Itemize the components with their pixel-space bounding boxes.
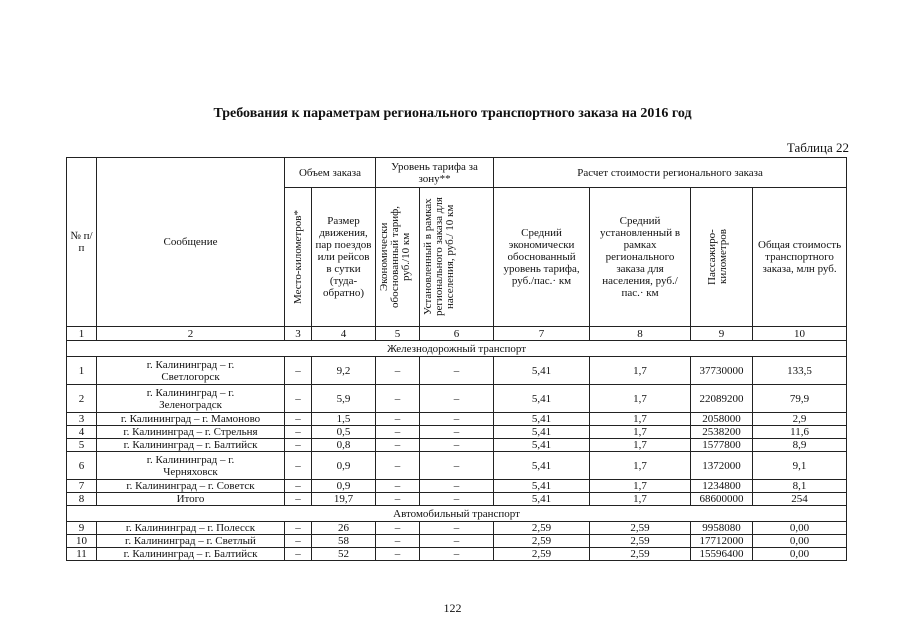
header-num: № п/п <box>67 158 97 327</box>
cell-c4: 19,7 <box>312 493 376 506</box>
cell-c9: 15596400 <box>691 548 753 561</box>
table-row <box>67 426 847 439</box>
cell-c4: 9,2 <box>312 357 376 385</box>
cell-n: 8 <box>67 493 97 506</box>
cell-route: г. Калининград – г. Полесск <box>97 522 285 535</box>
table-body <box>67 327 847 561</box>
cell-c6: – <box>420 480 494 493</box>
cell-c9: 1234800 <box>691 480 753 493</box>
cell-c4: 5,9 <box>312 385 376 413</box>
cell-c8: 2,59 <box>590 535 691 548</box>
cell-c7: 5,41 <box>494 426 590 439</box>
cell-n: 4 <box>67 426 97 439</box>
cell-c3: – <box>285 480 312 493</box>
header-col5: Экономически обоснованный тариф, руб./10 км <box>376 188 420 327</box>
cell-c7: 2,59 <box>494 522 590 535</box>
cell-n: 10 <box>67 535 97 548</box>
cell-c3: – <box>285 357 312 385</box>
cell-c4: 0,9 <box>312 452 376 480</box>
cell-c7: 5,41 <box>494 413 590 426</box>
cell-c7: 5,41 <box>494 439 590 452</box>
cell-c6: – <box>420 413 494 426</box>
cell-c3: – <box>285 535 312 548</box>
cell-c9: 68600000 <box>691 493 753 506</box>
table-row <box>67 385 847 413</box>
cell-c6: – <box>420 439 494 452</box>
cell-c6: – <box>420 493 494 506</box>
cell-c7: 5,41 <box>494 480 590 493</box>
cell-n: 3 <box>67 413 97 426</box>
cell-route: г. Калининград – г. Светлый <box>97 535 285 548</box>
cell-c3: – <box>285 426 312 439</box>
cell-c9: 22089200 <box>691 385 753 413</box>
cell-c8: 2,59 <box>590 548 691 561</box>
cell-n: 5 <box>67 439 97 452</box>
cell-c8: 2,59 <box>590 522 691 535</box>
column-number: 5 <box>376 327 420 341</box>
column-number: 9 <box>691 327 753 341</box>
cell-c10: 2,9 <box>753 413 847 426</box>
cell-c3: – <box>285 548 312 561</box>
cell-route: г. Калининград – г. Мамоново <box>97 413 285 426</box>
cell-c7: 5,41 <box>494 385 590 413</box>
header-col7: Средний экономически обоснованный уровень тарифа, руб./пас.· км <box>494 188 590 327</box>
cell-c5: – <box>376 426 420 439</box>
cell-n: 6 <box>67 452 97 480</box>
header-cost-group: Расчет стоимости регионального заказа <box>494 158 847 188</box>
column-number: 6 <box>420 327 494 341</box>
table-label: Таблица 22 <box>786 140 849 155</box>
header-route: Сообщение <box>97 158 285 327</box>
cell-c8: 1,7 <box>590 493 691 506</box>
cell-n: 1 <box>67 357 97 385</box>
header-col8: Средний установленный в рамках регионального заказа для населения, руб./пас.· км <box>590 188 691 327</box>
cell-c3: – <box>285 439 312 452</box>
cell-c6: – <box>420 385 494 413</box>
cell-c7: 5,41 <box>494 493 590 506</box>
table-row <box>67 452 847 480</box>
cell-c3: – <box>285 522 312 535</box>
cell-c10: 0,00 <box>753 535 847 548</box>
cell-c4: 0,5 <box>312 426 376 439</box>
cell-c10: 8,9 <box>753 439 847 452</box>
table-row <box>67 535 847 548</box>
cell-c9: 1577800 <box>691 439 753 452</box>
cell-c9: 17712000 <box>691 535 753 548</box>
column-number: 7 <box>494 327 590 341</box>
cell-c7: 5,41 <box>494 452 590 480</box>
column-number: 8 <box>590 327 691 341</box>
cell-c5: – <box>376 385 420 413</box>
cell-route: г. Калининград – г. Балтийск <box>97 548 285 561</box>
cell-c3: – <box>285 452 312 480</box>
header-volume-group: Объем заказа <box>285 158 376 188</box>
cell-route: г. Калининград – г. Светлогорск <box>97 357 285 385</box>
cell-c9: 1372000 <box>691 452 753 480</box>
column-number: 1 <box>67 327 97 341</box>
cell-c8: 1,7 <box>590 439 691 452</box>
cell-c5: – <box>376 548 420 561</box>
transport-order-table <box>66 157 847 561</box>
cell-c9: 2058000 <box>691 413 753 426</box>
cell-c4: 26 <box>312 522 376 535</box>
cell-c9: 2538200 <box>691 426 753 439</box>
cell-c8: 1,7 <box>590 413 691 426</box>
cell-c5: – <box>376 535 420 548</box>
cell-c6: – <box>420 357 494 385</box>
document-title: Требования к параметрам регионального транспортного заказа на 2016 год <box>213 106 692 121</box>
cell-c3: – <box>285 413 312 426</box>
cell-c4: 0,8 <box>312 439 376 452</box>
cell-route: г. Калининград – г. Черняховск <box>97 452 285 480</box>
cell-n: 11 <box>67 548 97 561</box>
column-number: 2 <box>97 327 285 341</box>
cell-c10: 0,00 <box>753 522 847 535</box>
table-row <box>67 413 847 426</box>
cell-c10: 133,5 <box>753 357 847 385</box>
cell-n: 2 <box>67 385 97 413</box>
cell-c8: 1,7 <box>590 385 691 413</box>
cell-c6: – <box>420 535 494 548</box>
cell-c7: 5,41 <box>494 357 590 385</box>
table-row <box>67 357 847 385</box>
table-row <box>67 522 847 535</box>
cell-c8: 1,7 <box>590 480 691 493</box>
header-col10: Общая стоимость транспортного заказа, млн руб. <box>753 188 847 327</box>
table-row <box>67 480 847 493</box>
cell-c4: 52 <box>312 548 376 561</box>
table-row <box>67 493 847 506</box>
header-col6: Установленный в рамках регионального заказа для населения, руб./ 10 км <box>420 188 494 327</box>
section-title: Автомобильный транспорт <box>67 506 847 522</box>
cell-c8: 1,7 <box>590 357 691 385</box>
section-title: Железнодорожный транспорт <box>67 341 847 357</box>
cell-c10: 254 <box>753 493 847 506</box>
cell-route: г. Калининград – г. Балтийск <box>97 439 285 452</box>
cell-route: Итого <box>97 493 285 506</box>
section-row <box>67 341 847 357</box>
cell-c6: – <box>420 548 494 561</box>
cell-c3: – <box>285 385 312 413</box>
cell-c5: – <box>376 439 420 452</box>
page-number: 122 <box>443 601 462 615</box>
cell-c8: 1,7 <box>590 426 691 439</box>
cell-c5: – <box>376 413 420 426</box>
section-row <box>67 506 847 522</box>
cell-c10: 79,9 <box>753 385 847 413</box>
cell-n: 7 <box>67 480 97 493</box>
cell-c5: – <box>376 357 420 385</box>
cell-n: 9 <box>67 522 97 535</box>
cell-c7: 2,59 <box>494 535 590 548</box>
cell-c5: – <box>376 493 420 506</box>
cell-c4: 0,9 <box>312 480 376 493</box>
cell-c8: 1,7 <box>590 452 691 480</box>
cell-c6: – <box>420 522 494 535</box>
cell-c10: 9,1 <box>753 452 847 480</box>
column-number: 4 <box>312 327 376 341</box>
cell-c10: 8,1 <box>753 480 847 493</box>
cell-c4: 1,5 <box>312 413 376 426</box>
column-number: 3 <box>285 327 312 341</box>
cell-c7: 2,59 <box>494 548 590 561</box>
table-row <box>67 548 847 561</box>
header-col9: Пассажиро-километров <box>691 188 753 327</box>
cell-c6: – <box>420 426 494 439</box>
cell-c10: 11,6 <box>753 426 847 439</box>
cell-c3: – <box>285 493 312 506</box>
cell-c9: 37730000 <box>691 357 753 385</box>
header-col3: Место-километров* <box>285 188 312 327</box>
cell-c5: – <box>376 480 420 493</box>
cell-route: г. Калининград – г. Советск <box>97 480 285 493</box>
cell-c4: 58 <box>312 535 376 548</box>
cell-c6: – <box>420 452 494 480</box>
cell-c5: – <box>376 522 420 535</box>
table-row <box>67 439 847 452</box>
column-numbers-row <box>67 327 847 341</box>
cell-c5: – <box>376 452 420 480</box>
cell-c9: 9958080 <box>691 522 753 535</box>
header-col4: Размер движения, пар поездов или рейсов в сутки (туда-обратно) <box>312 188 376 327</box>
header-tariff-group: Уровень тарифа за зону** <box>376 158 494 188</box>
cell-route: г. Калининград – г. Зеленоградск <box>97 385 285 413</box>
cell-c10: 0,00 <box>753 548 847 561</box>
cell-route: г. Калининград – г. Стрельня <box>97 426 285 439</box>
column-number: 10 <box>753 327 847 341</box>
